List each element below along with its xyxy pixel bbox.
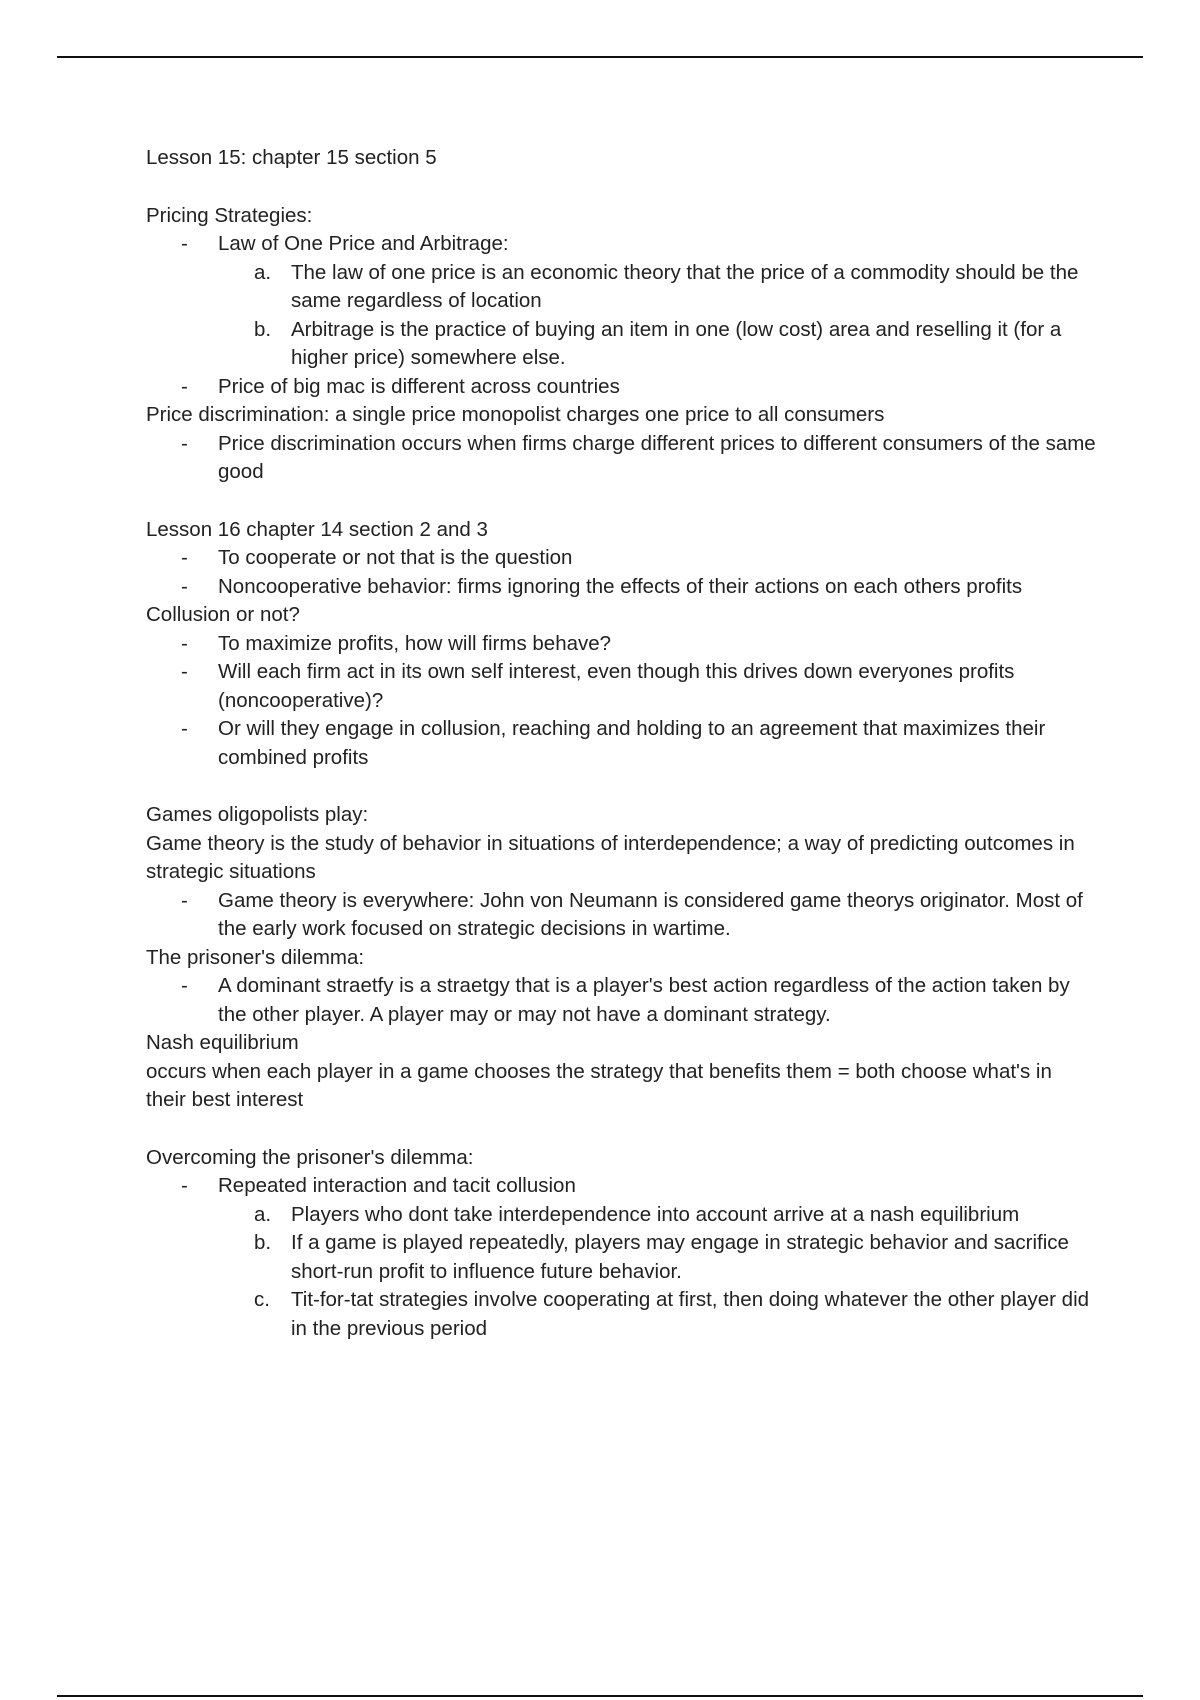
list-item: - Or will they engage in collusion, reaching and holding to an agreement that maximizes their combined profits — [181, 717, 1046, 769]
list-item: - Noncooperative behavior: firms ignoring the effects of their actions on each others profits — [181, 574, 1023, 598]
nash-heading: Nash equilibrium — [146, 1031, 299, 1054]
lesson15-title: Lesson 15: chapter 15 section 5 — [146, 146, 437, 169]
list-item: - Price of big mac is different across countries — [181, 374, 620, 398]
bottom-rule — [57, 1695, 1143, 1697]
list-item: - A dominant straetfy is a straetgy that is a player's best action regardless of the action taken by the other player. A player may or may not have a dominant strategy. — [181, 974, 1070, 1026]
prisoners-dilemma-heading: The prisoner's dilemma: — [146, 945, 365, 969]
list-item: a. Players who dont take interdependence into account arrive at a nash equilibrium — [254, 1202, 1020, 1226]
list-item: c. Tit-for-tat strategies involve cooperating at first, then doing whatever the other player did in the previous period — [254, 1288, 1090, 1340]
list-item: a. The law of one price is an economic theory that the price of a commodity should be the same regardless of location — [254, 260, 1079, 312]
pricing-heading: Pricing Strategies: — [146, 203, 313, 227]
list-item: - Game theory is everywhere: John von Neumann is considered game theorys originator. Most of the early work focused on strategic decisions in wartime. — [181, 888, 1083, 940]
top-rule — [57, 56, 1143, 58]
list-item: b. Arbitrage is the practice of buying an item in one (low cost) area and reselling it (for a higher price) somewhere else. — [254, 317, 1062, 369]
collusion-heading: Collusion or not? — [146, 603, 300, 626]
games-heading: Games oligopolists play: — [146, 803, 369, 826]
list-item: b. If a game is played repeatedly, players may engage in strategic behavior and sacrifice short-run profit to influence future behavior. — [254, 1231, 1069, 1283]
list-item: - Will each firm act in its own self interest, even though this drives down everyones profits (noncooperative)? — [181, 660, 1015, 712]
list-item: - Law of One Price and Arbitrage: — [181, 232, 509, 255]
list-item: - To cooperate or not that is the question — [181, 546, 573, 569]
document-body — [146, 144, 1096, 1343]
overcoming-heading: Overcoming the prisoner's dilemma: — [146, 1145, 474, 1169]
list-item: - To maximize profits, how will firms behave? — [181, 631, 612, 655]
game-theory-definition: Game theory is the study of behavior in situations of interdependence; a way of predicting outcomes in strategic situations — [146, 831, 1075, 883]
list-item: - Price discrimination occurs when firms charge different prices to different consumers of the same good — [181, 431, 1096, 483]
lesson16-title: Lesson 16 chapter 14 section 2 and 3 — [146, 517, 488, 541]
nash-text: occurs when each player in a game chooses the strategy that benefits them = both choose what's in their best interest — [146, 1059, 1052, 1111]
list-item: - Repeated interaction and tacit collusion — [181, 1174, 576, 1197]
price-discrimination-line: Price discrimination: a single price monopolist charges one price to all consumers — [146, 403, 885, 426]
